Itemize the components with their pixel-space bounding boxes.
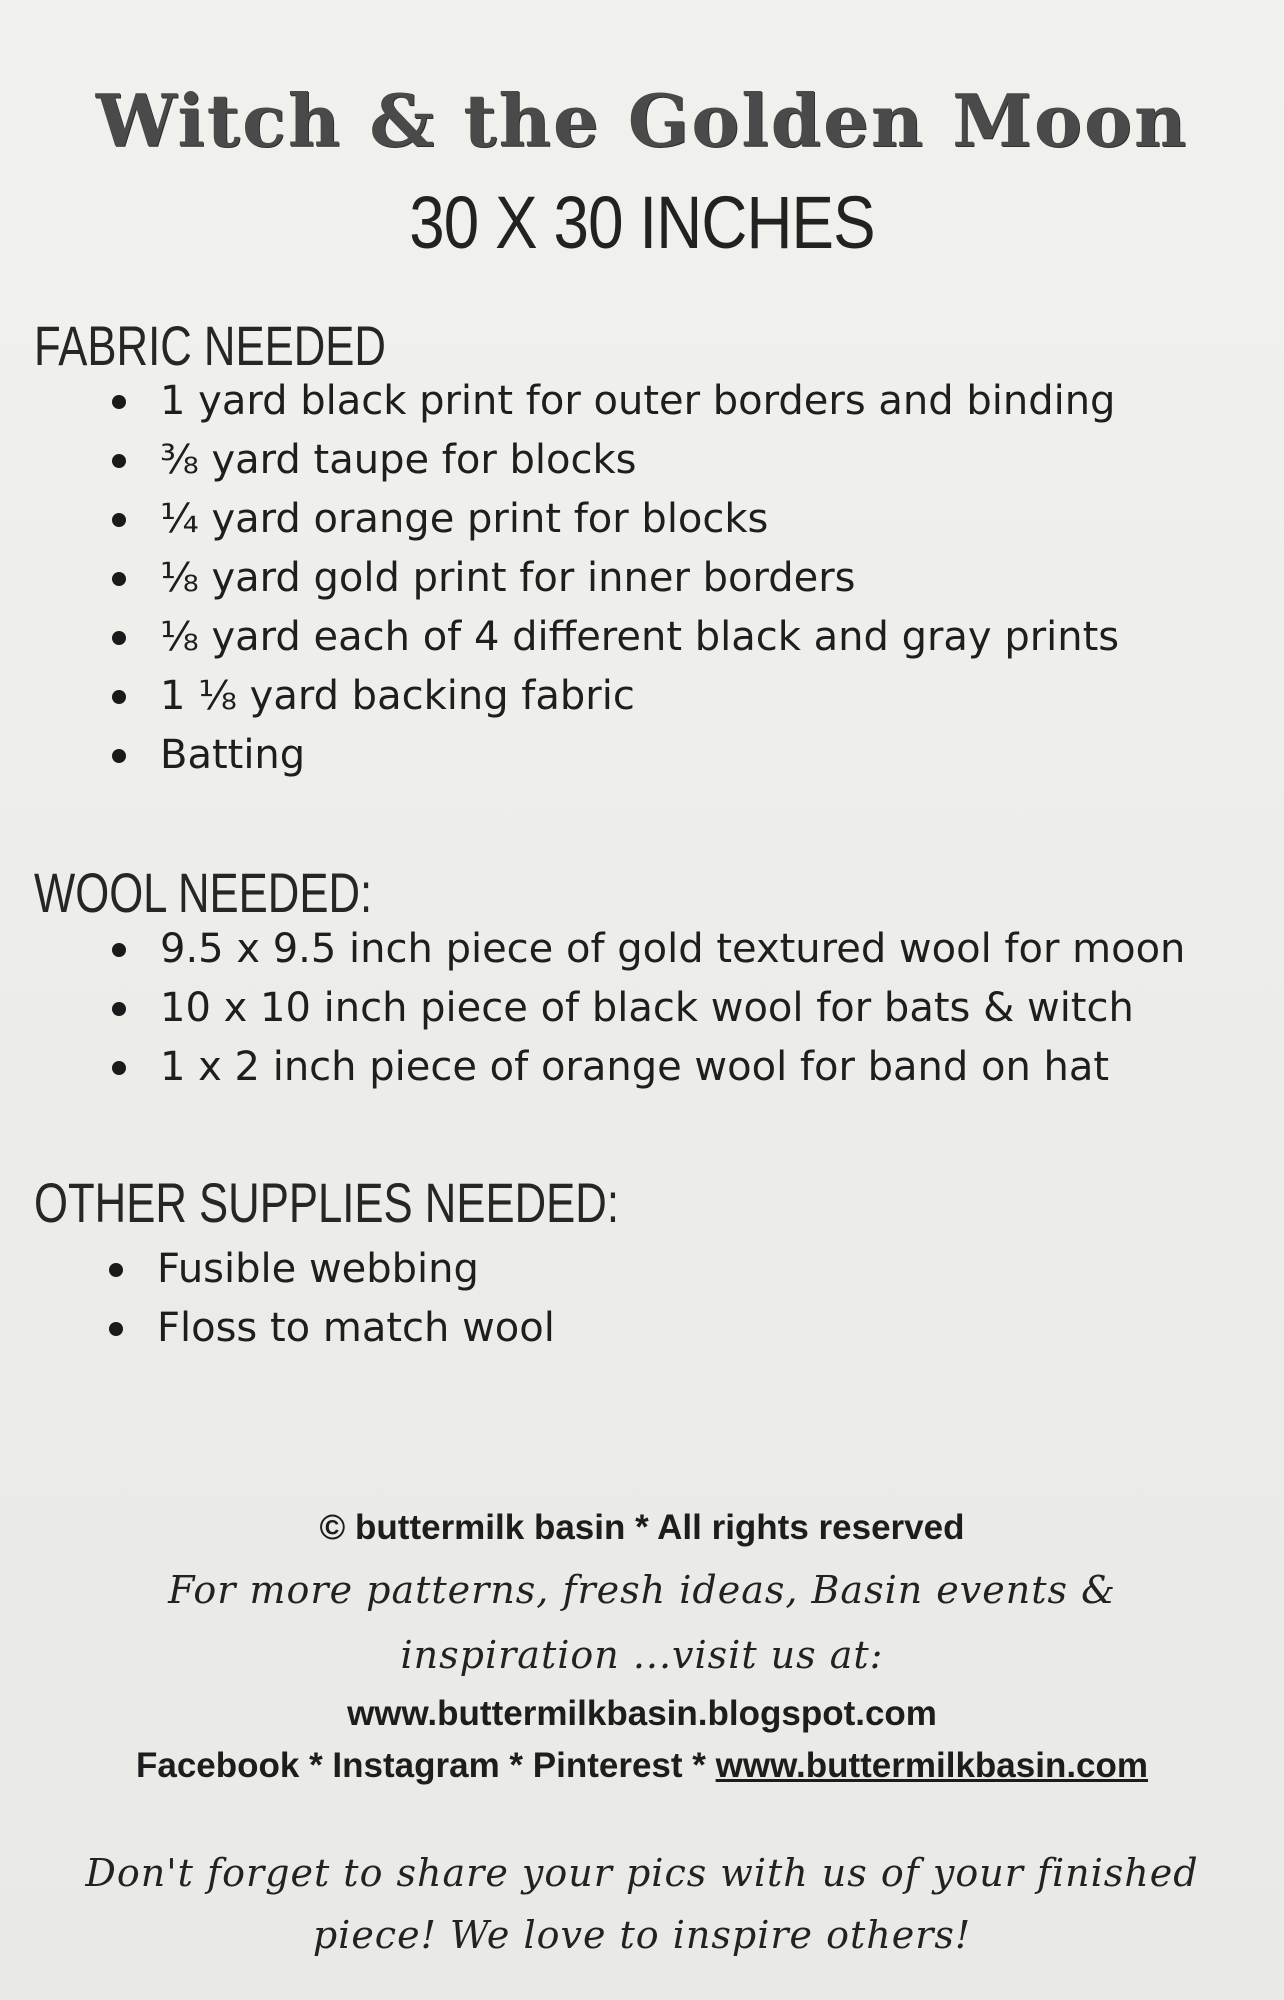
list-item: 1 x 2 inch piece of orange wool for band on hat: [160, 1038, 1185, 1097]
share-line-1: Don't forget to share your pics with us of your finished: [85, 1851, 1199, 1895]
list-item: ⅛ yard gold print for inner borders: [160, 549, 1119, 608]
more-patterns-line-1: For more patterns, fresh ideas, Basin events &: [168, 1568, 1116, 1612]
other-supplies-heading: OTHER SUPPLIES NEEDED:: [34, 1171, 619, 1234]
pattern-size: 30 X 30 INCHES: [409, 181, 875, 264]
list-item: 1 yard black print for outer borders and binding: [160, 372, 1119, 431]
list-item: 10 x 10 inch piece of black wool for bats & witch: [160, 979, 1185, 1038]
list-item: Fusible webbing: [157, 1240, 555, 1299]
fabric-list: [160, 372, 1119, 785]
bullet-icon: [112, 943, 126, 957]
bullet-icon: [109, 1263, 123, 1277]
bullet-icon: [112, 1002, 126, 1016]
bullet-icon: [109, 1322, 123, 1336]
wool-list: [160, 920, 1185, 1097]
list-item: ⅛ yard each of 4 different black and gray prints: [160, 608, 1119, 667]
copyright-line: © buttermilk basin * All rights reserved: [319, 1508, 965, 1547]
other-supplies-list: [157, 1240, 555, 1358]
bullet-icon: [112, 749, 126, 763]
bullet-icon: [112, 513, 126, 527]
bullet-icon: [112, 395, 126, 409]
list-item: ¼ yard orange print for blocks: [160, 490, 1119, 549]
bullet-icon: [112, 572, 126, 586]
social-links-line: [0, 1746, 1284, 1786]
fabric-heading: FABRIC NEEDED: [34, 314, 386, 377]
share-line-2: piece! We love to inspire others!: [312, 1913, 972, 1957]
pattern-title: Witch & the Golden Moon: [95, 78, 1189, 163]
more-patterns-line-2: inspiration ...visit us at:: [400, 1633, 884, 1677]
list-item: 9.5 x 9.5 inch piece of gold textured wool for moon: [160, 920, 1185, 979]
list-item: Batting: [160, 726, 1119, 785]
list-item: 1 ⅛ yard backing fabric: [160, 667, 1119, 726]
blog-url: www.buttermilkbasin.blogspot.com: [347, 1694, 937, 1733]
wool-heading: WOOL NEEDED:: [34, 861, 373, 924]
social-networks-text: Facebook * Instagram * Pinterest *: [135, 1746, 716, 1785]
bullet-icon: [112, 454, 126, 468]
list-item: Floss to match wool: [157, 1299, 555, 1358]
bullet-icon: [112, 1061, 126, 1075]
list-item: ⅜ yard taupe for blocks: [160, 431, 1119, 490]
website-link[interactable]: www.buttermilkbasin.com: [715, 1746, 1149, 1785]
bullet-icon: [112, 690, 126, 704]
bullet-icon: [112, 631, 126, 645]
